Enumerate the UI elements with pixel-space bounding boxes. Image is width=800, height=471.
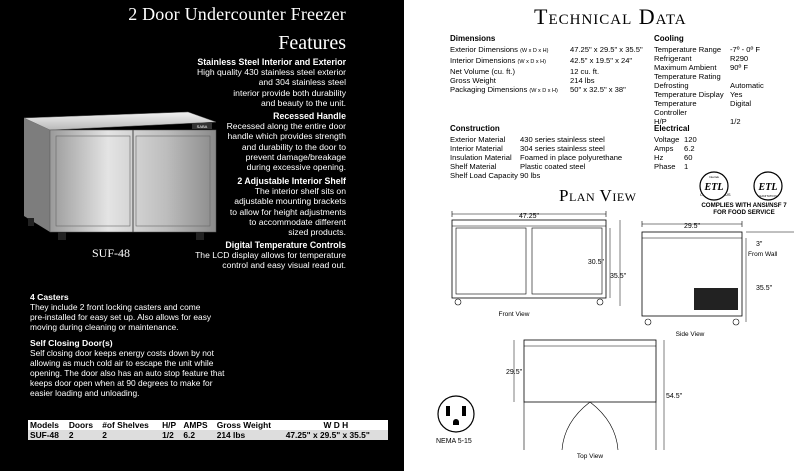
inner-height-dimension: 30.5" (587, 259, 604, 266)
table-header: #of Shelves (102, 420, 149, 430)
spec-value: 304 series stainless steel (520, 144, 605, 153)
feature-line: Self closing door keeps energy costs down by not (30, 348, 214, 358)
plan-view-title: Plan View (559, 186, 637, 205)
feature-recessed-handle (176, 111, 346, 172)
feature-line: during excessive opening. (246, 162, 346, 173)
spec-value: Digital (730, 99, 752, 108)
table-cell: 47.25" x 29.5" x 35.5" (285, 430, 370, 440)
table-cell: 6.2 (183, 430, 195, 440)
table-cell: SUF-48 (30, 430, 59, 440)
spec-row (654, 135, 734, 144)
model-label: SUF-48 (92, 246, 131, 260)
cooling-section (654, 34, 794, 126)
feature-line: handle which provides strength (227, 131, 346, 142)
spec-row (654, 45, 794, 54)
spec-value: 42.5" x 19.5" x 24" (570, 56, 633, 65)
spec-value: Yes (730, 90, 743, 99)
spec-value: Plastic coated steel (520, 162, 586, 171)
spec-row (450, 85, 660, 96)
construction-section (450, 124, 660, 180)
from-wall-dimension: 3" (756, 241, 763, 248)
feature-line: adjustable mounting brackets (234, 196, 346, 207)
spec-value: 430 series stainless steel (520, 135, 605, 144)
side-view-label: Side View (675, 331, 705, 338)
spec-row (654, 99, 794, 117)
spec-label: Temperature Rating (654, 72, 721, 81)
page-title: 2 Door Undercounter Freezer (128, 4, 346, 24)
table-header: H/P (162, 420, 177, 430)
spec-value: 60 (684, 153, 693, 162)
feature-line: moving during cleaning or maintenance. (30, 322, 179, 332)
spec-label: Shelf Load Capacity (450, 171, 518, 180)
feature-line: allowing as much cold air to escape the unit while (30, 358, 214, 368)
top-view-label: Top View (576, 453, 604, 460)
spec-row (450, 67, 660, 76)
spec-label: Temperature Display (654, 90, 724, 99)
table-cell: 1/2 (162, 430, 174, 440)
spec-value: 214 lbs (570, 76, 595, 85)
spec-row (654, 54, 794, 63)
table-cell: 2 (102, 430, 107, 440)
feature-line: to accommodate different (249, 216, 346, 227)
spec-row (654, 63, 794, 72)
feature-stainless (176, 57, 346, 108)
spec-label: Shelf Material (450, 162, 497, 171)
spec-row (654, 153, 734, 162)
feature-line: The LCD display allows for temperature (195, 250, 346, 261)
etl-logo-text: ETL (704, 182, 724, 193)
spec-row (450, 76, 660, 85)
spec-label: Voltage (654, 135, 680, 144)
spec-value: 50" x 32.5" x 38" (570, 85, 626, 94)
spec-value: -7º - 0º F (730, 45, 761, 54)
spec-label: Packaging Dimensions (450, 85, 528, 94)
spec-value: 12 cu. ft. (570, 67, 600, 76)
feature-heading: Digital Temperature Controls (225, 240, 346, 250)
width-dimension: 47.25" (518, 213, 540, 220)
spec-label: Exterior Material (450, 135, 506, 144)
feature-line: Recessed along the entire door (226, 121, 346, 132)
feature-line: The interior shelf sits on (254, 186, 346, 197)
spec-label: Phase (654, 162, 676, 171)
section-heading: Cooling (654, 34, 684, 43)
spec-label: Interior Dimensions (450, 56, 516, 65)
table-header: AMPS (183, 420, 208, 430)
table-header: Models (30, 420, 59, 430)
top-view-drawing (504, 332, 684, 462)
spec-value: R290 (730, 54, 749, 63)
feature-heading: 4 Casters (30, 292, 69, 302)
feature-line: to allow for height adjustments (229, 206, 346, 217)
spec-value: Automatic (730, 81, 764, 90)
spec-row (450, 153, 660, 162)
spec-row (450, 135, 660, 144)
electrical-section (654, 124, 734, 171)
feature-line: pre-installed for easy set up. Also allows for easy (30, 312, 212, 322)
spec-label: Gross Weight (450, 76, 496, 85)
model-spec-table (28, 420, 388, 440)
table-header: W D H (323, 420, 349, 430)
spec-label: Exterior Dimensions (450, 45, 518, 54)
spec-value: 90 lbs (520, 171, 541, 180)
feature-heading: Stainless Steel Interior and Exterior (197, 57, 346, 67)
plug-label: NEMA 5-15 (436, 438, 472, 445)
feature-line: sized products. (288, 227, 346, 238)
feature-line: control and easy visual read out. (222, 260, 346, 271)
feature-line: keeps door open when at 90 degrees to make for (30, 378, 213, 388)
spec-value: Foamed in place polyurethane (520, 153, 623, 162)
spec-label: Maximum Ambient (654, 63, 717, 72)
technical-title: Technical Data (534, 4, 687, 29)
table-row (28, 430, 388, 440)
spec-label: Hz (654, 153, 664, 162)
feature-digital-controls (156, 240, 346, 271)
feature-shelf (176, 176, 346, 237)
etl-sanitation-logo-text: ETL (758, 182, 778, 193)
feature-heading: Recessed Handle (273, 111, 346, 121)
spec-unit: (W x D x H) (520, 48, 549, 54)
spec-label: Amps (654, 144, 674, 153)
spec-label: H/P (654, 117, 667, 126)
table-header: Gross Weight (216, 420, 272, 430)
feature-line: opening. The door also has an auto stop feature that (30, 368, 225, 378)
spec-label: Temperature Range (654, 45, 722, 54)
us-mark-text: US (725, 192, 731, 197)
feature-line: and beauty to the unit. (260, 97, 346, 108)
spec-value: 6.2 (684, 144, 695, 153)
feature-self-closing (30, 338, 230, 398)
spec-row (450, 171, 660, 180)
spec-row (450, 162, 660, 171)
table-cell: 2 (68, 430, 74, 440)
technical-panel (404, 0, 800, 471)
top-depth-dimension: 29.5" (506, 369, 523, 376)
section-heading: Dimensions (450, 34, 496, 43)
spec-unit: (W x D x H) (529, 88, 558, 94)
spec-label: Defrosting (654, 81, 689, 90)
feature-line: easier loading and unloading. (30, 388, 140, 398)
certification-line: COMPLIES WITH ANSI/NSF 7 (701, 202, 787, 209)
table-header-row (28, 420, 388, 430)
front-view-label: Front View (498, 311, 530, 318)
side-height-dimension: 35.5" (756, 285, 773, 292)
depth-dimension: 29.5" (683, 223, 701, 230)
spec-label: Interior Material (450, 144, 503, 153)
spec-value: 1/2 (730, 117, 741, 126)
spec-row (450, 144, 660, 153)
spec-row (450, 45, 660, 56)
from-wall-label: From Wall (748, 251, 778, 258)
spec-value: 90º F (730, 63, 748, 72)
spec-row (654, 81, 794, 90)
spec-value: 1 (684, 162, 689, 171)
feature-heading: Self Closing Door(s) (30, 338, 113, 348)
table-cell: 214 lbs (216, 430, 246, 440)
intertek-text: Intertek (708, 175, 720, 179)
sanitation-text: SANITATION (759, 194, 777, 198)
spec-label: Insulation Material (450, 153, 512, 162)
spec-value: 47.25" x 29.5" x 35.5" (570, 45, 643, 54)
feature-line: and 304 stainless steel (258, 77, 346, 88)
side-view-drawing (634, 218, 800, 342)
brand-badge: SABA (196, 124, 208, 129)
spec-row (450, 56, 660, 67)
section-heading: Construction (450, 124, 500, 133)
feature-heading: 2 Adjustable Interior Shelf (237, 176, 346, 186)
spec-label: Net Volume (cu. ft.) (450, 67, 515, 76)
spec-label: Temperature Controller (654, 99, 697, 117)
feature-line: High quality 430 stainless steel exterior (196, 67, 346, 78)
spec-label: Refrigerant (654, 54, 692, 63)
certification-text (694, 202, 794, 216)
section-heading: Electrical (654, 124, 690, 133)
spec-row (654, 72, 794, 81)
certification-logos (698, 170, 794, 202)
certification-line: FOR FOOD SERVICE (713, 209, 775, 216)
feature-line: prevent damage/breakage (245, 151, 346, 162)
table-header: Doors (68, 420, 94, 430)
dimensions-section (450, 34, 660, 96)
top-open-dimension: 54.5" (666, 393, 683, 400)
feature-casters (30, 292, 230, 332)
c-mark-text: C (700, 192, 703, 197)
spec-row (654, 144, 734, 153)
front-view-drawing (444, 206, 627, 318)
spec-unit: (W x D x H) (517, 59, 546, 65)
spec-row (654, 90, 794, 99)
feature-line: interior provide both durability (233, 87, 346, 98)
feature-line: They include 2 front locking casters and come (30, 302, 201, 312)
feature-line: and durability to the door to (241, 141, 346, 152)
spec-value: 120 (684, 135, 697, 144)
features-heading: Features (278, 32, 346, 54)
outer-height-dimension: 35.5" (610, 273, 627, 280)
